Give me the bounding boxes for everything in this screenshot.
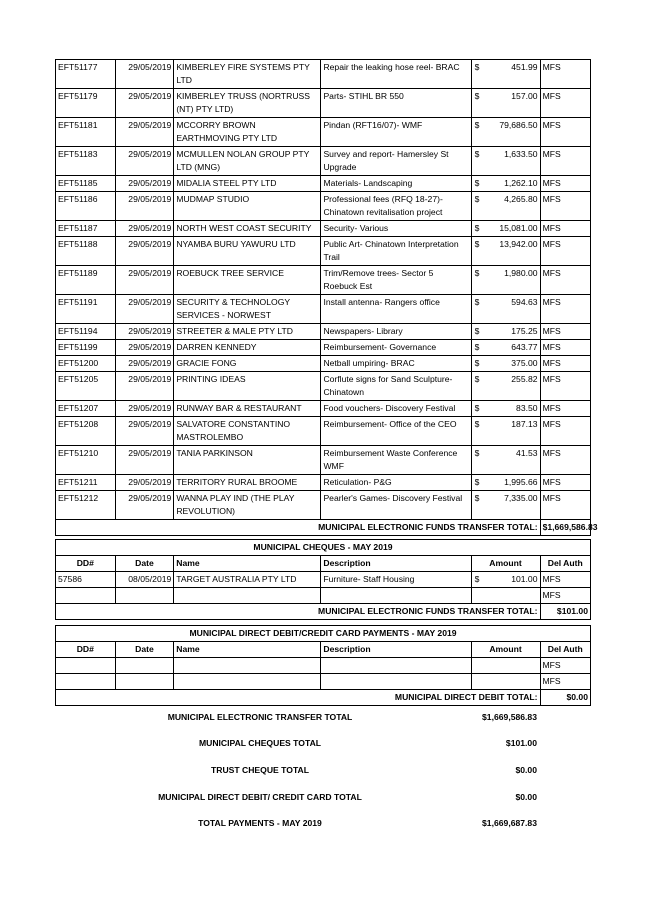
del-auth-cell: MFS bbox=[540, 176, 590, 192]
currency-symbol: $ bbox=[474, 194, 480, 204]
direct-debit-title-row bbox=[56, 626, 591, 642]
ref-cell: EFT51189 bbox=[56, 266, 116, 295]
amount-value: 187.13 bbox=[511, 419, 538, 429]
name-cell: MIDALIA STEEL PTY LTD bbox=[174, 176, 321, 192]
del-auth-cell: MFS bbox=[540, 192, 590, 221]
amount-cell bbox=[471, 266, 540, 295]
amount-cell bbox=[471, 324, 540, 340]
currency-symbol: $ bbox=[474, 178, 480, 188]
ref-cell: EFT51183 bbox=[56, 147, 116, 176]
amount-cell bbox=[471, 89, 540, 118]
currency-symbol: $ bbox=[474, 120, 480, 130]
del-auth-cell: MFS bbox=[540, 89, 590, 118]
description-cell: Netball umpiring- BRAC bbox=[321, 356, 471, 372]
date-cell: 29/05/2019 bbox=[115, 417, 174, 446]
currency-symbol: $ bbox=[474, 149, 480, 159]
summary-value: $0.00 bbox=[515, 765, 537, 775]
ref-cell: EFT51185 bbox=[56, 176, 116, 192]
amount-cell bbox=[471, 491, 540, 520]
eft-row bbox=[56, 147, 591, 176]
amount-cell bbox=[471, 176, 540, 192]
cheque-row bbox=[56, 572, 591, 588]
eft-row bbox=[56, 491, 591, 520]
col-header-description: Description bbox=[321, 556, 471, 572]
eft-row bbox=[56, 417, 591, 446]
amount-value: 255.82 bbox=[511, 374, 538, 384]
ref-cell bbox=[56, 674, 116, 690]
ref-cell: 57586 bbox=[56, 572, 116, 588]
summary-label: MUNICIPAL DIRECT DEBIT/ CREDIT CARD TOTAL bbox=[158, 792, 362, 802]
summary-value: $1,669,586.83 bbox=[482, 712, 537, 722]
currency-symbol: $ bbox=[474, 62, 480, 72]
amount-cell bbox=[471, 674, 540, 690]
eft-row bbox=[56, 266, 591, 295]
eft-row bbox=[56, 372, 591, 401]
summary-label: MUNICIPAL ELECTRONIC TRANSFER TOTAL bbox=[167, 712, 353, 722]
del-auth-cell: MFS bbox=[540, 475, 590, 491]
amount-cell bbox=[471, 340, 540, 356]
name-cell: GRACIE FONG bbox=[174, 356, 321, 372]
name-cell: SALVATORE CONSTANTINO MASTROLEMBO bbox=[174, 417, 321, 446]
ref-cell: EFT51210 bbox=[56, 446, 116, 475]
date-cell: 29/05/2019 bbox=[115, 266, 174, 295]
amount-value: 15,081.00 bbox=[499, 223, 538, 233]
del-auth-cell: MFS bbox=[540, 340, 590, 356]
amount-value: 41.53 bbox=[516, 448, 538, 458]
del-auth-cell: MFS bbox=[540, 401, 590, 417]
date-cell: 29/05/2019 bbox=[115, 475, 174, 491]
direct-debit-row bbox=[56, 674, 591, 690]
eft-total-row bbox=[56, 520, 591, 536]
eft-row bbox=[56, 237, 591, 266]
currency-symbol: $ bbox=[474, 268, 480, 278]
name-cell: MUDMAP STUDIO bbox=[174, 192, 321, 221]
del-auth-cell: MFS bbox=[540, 372, 590, 401]
direct-debit-table bbox=[55, 625, 591, 706]
description-cell: Materials- Landscaping bbox=[321, 176, 471, 192]
name-cell: MCMULLEN NOLAN GROUP PTY LTD (MNG) bbox=[174, 147, 321, 176]
date-cell: 29/05/2019 bbox=[115, 491, 174, 520]
description-cell: Reimbursement Waste Conference WMF bbox=[321, 446, 471, 475]
name-cell: STREETER & MALE PTY LTD bbox=[174, 324, 321, 340]
currency-symbol: $ bbox=[474, 477, 480, 487]
date-cell: 29/05/2019 bbox=[115, 89, 174, 118]
ref-cell: EFT51207 bbox=[56, 401, 116, 417]
description-cell: Pindan (RFT16/07)- WMF bbox=[321, 118, 471, 147]
del-auth-cell: MFS bbox=[540, 572, 591, 588]
currency-symbol: $ bbox=[474, 223, 480, 233]
cheques-header-row bbox=[56, 556, 591, 572]
col-header-amount: Amount bbox=[471, 642, 540, 658]
currency-symbol: $ bbox=[474, 91, 480, 101]
date-cell: 29/05/2019 bbox=[115, 192, 174, 221]
del-auth-cell: MFS bbox=[540, 118, 590, 147]
direct-debit-title: MUNICIPAL DIRECT DEBIT/CREDIT CARD PAYMENTS - MAY 2019 bbox=[56, 626, 591, 642]
eft-row bbox=[56, 295, 591, 324]
amount-cell bbox=[471, 60, 540, 89]
date-cell: 08/05/2019 bbox=[115, 572, 174, 588]
currency-symbol: $ bbox=[474, 326, 480, 336]
date-cell: 29/05/2019 bbox=[115, 118, 174, 147]
amount-value: 1,980.00 bbox=[504, 268, 538, 278]
date-cell: 29/05/2019 bbox=[115, 60, 174, 89]
name-cell: KIMBERLEY TRUSS (NORTRUSS (NT) PTY LTD) bbox=[174, 89, 321, 118]
amount-cell bbox=[471, 588, 540, 604]
cheques-total-label: MUNICIPAL ELECTRONIC FUNDS TRANSFER TOTAL: bbox=[56, 604, 541, 620]
del-auth-cell: MFS bbox=[540, 324, 590, 340]
description-cell: Corflute signs for Sand Sculpture- Chinatown bbox=[321, 372, 471, 401]
name-cell: SECURITY & TECHNOLOGY SERVICES - NORWEST bbox=[174, 295, 321, 324]
cheques-title: MUNICIPAL CHEQUES - MAY 2019 bbox=[56, 540, 591, 556]
date-cell: 29/05/2019 bbox=[115, 295, 174, 324]
name-cell: DARREN KENNEDY bbox=[174, 340, 321, 356]
date-cell: 29/05/2019 bbox=[115, 176, 174, 192]
direct-debit-total-amount: $0.00 bbox=[540, 690, 590, 706]
del-auth-cell: MFS bbox=[540, 147, 590, 176]
description-cell: Professional fees (RFQ 18-27)- Chinatown revitalisation project bbox=[321, 192, 471, 221]
eft-row bbox=[56, 340, 591, 356]
currency-symbol: $ bbox=[474, 239, 480, 249]
date-cell bbox=[115, 658, 174, 674]
eft-row bbox=[56, 192, 591, 221]
del-auth-cell: MFS bbox=[540, 60, 590, 89]
name-cell: PRINTING IDEAS bbox=[174, 372, 321, 401]
name-cell bbox=[174, 674, 321, 690]
ref-cell: EFT51200 bbox=[56, 356, 116, 372]
eft-row bbox=[56, 176, 591, 192]
ref-cell: EFT51212 bbox=[56, 491, 116, 520]
amount-value: 7,335.00 bbox=[504, 493, 538, 503]
description-cell: Public Art- Chinatown Interpretation Trail bbox=[321, 237, 471, 266]
description-cell: Security- Various bbox=[321, 221, 471, 237]
amount-cell bbox=[471, 401, 540, 417]
name-cell bbox=[174, 588, 321, 604]
ref-cell: EFT51186 bbox=[56, 192, 116, 221]
name-cell: MCCORRY BROWN EARTHMOVING PTY LTD bbox=[174, 118, 321, 147]
del-auth-cell: MFS bbox=[540, 266, 590, 295]
cheques-total-amount: $101.00 bbox=[540, 604, 591, 620]
summary-value: $101.00 bbox=[505, 738, 537, 748]
amount-cell bbox=[471, 658, 540, 674]
del-auth-cell: MFS bbox=[540, 446, 590, 475]
date-cell: 29/05/2019 bbox=[115, 446, 174, 475]
del-auth-cell: MFS bbox=[540, 588, 591, 604]
summary-value: $1,669,687.83 bbox=[482, 818, 537, 828]
description-cell: Reticulation- P&G bbox=[321, 475, 471, 491]
del-auth-cell: MFS bbox=[540, 417, 590, 446]
col-header-description: Description bbox=[321, 642, 471, 658]
name-cell: WANNA PLAY IND (THE PLAY REVOLUTION) bbox=[174, 491, 321, 520]
amount-value: 13,942.00 bbox=[499, 239, 538, 249]
col-header-date: Date bbox=[115, 642, 174, 658]
date-cell: 29/05/2019 bbox=[115, 237, 174, 266]
description-cell: Repair the leaking hose reel- BRAC bbox=[321, 60, 471, 89]
del-auth-cell: MFS bbox=[540, 237, 590, 266]
currency-symbol: $ bbox=[474, 574, 480, 584]
del-auth-cell: MFS bbox=[540, 221, 590, 237]
summary-value: $0.00 bbox=[515, 792, 537, 802]
eft-row bbox=[56, 221, 591, 237]
description-cell: Survey and report- Hamersley St Upgrade bbox=[321, 147, 471, 176]
summary-label: TOTAL PAYMENTS - MAY 2019 bbox=[198, 818, 322, 828]
name-cell: TARGET AUSTRALIA PTY LTD bbox=[174, 572, 321, 588]
col-header-date: Date bbox=[115, 556, 174, 572]
date-cell: 29/05/2019 bbox=[115, 356, 174, 372]
date-cell: 29/05/2019 bbox=[115, 340, 174, 356]
currency-symbol: $ bbox=[474, 448, 480, 458]
description-cell: Newspapers- Library bbox=[321, 324, 471, 340]
amount-cell bbox=[471, 572, 540, 588]
description-cell: Trim/Remove trees- Sector 5 Roebuck Est bbox=[321, 266, 471, 295]
del-auth-cell: MFS bbox=[540, 658, 590, 674]
eft-row bbox=[56, 356, 591, 372]
eft-row bbox=[56, 60, 591, 89]
col-header-name: Name bbox=[174, 556, 321, 572]
amount-value: 451.99 bbox=[511, 62, 538, 72]
ref-cell: EFT51211 bbox=[56, 475, 116, 491]
del-auth-cell: MFS bbox=[540, 356, 590, 372]
cheque-row bbox=[56, 588, 591, 604]
currency-symbol: $ bbox=[474, 358, 480, 368]
amount-value: 157.00 bbox=[511, 91, 538, 101]
eft-row bbox=[56, 89, 591, 118]
name-cell: NYAMBA BURU YAWURU LTD bbox=[174, 237, 321, 266]
name-cell: ROEBUCK TREE SERVICE bbox=[174, 266, 321, 295]
description-cell: Pearler's Games- Discovery Festival bbox=[321, 491, 471, 520]
col-header-amount: Amount bbox=[471, 556, 540, 572]
ref-cell: EFT51181 bbox=[56, 118, 116, 147]
ref-cell: EFT51199 bbox=[56, 340, 116, 356]
currency-symbol: $ bbox=[474, 419, 480, 429]
col-header-del-auth: Del Auth bbox=[540, 642, 590, 658]
eft-row bbox=[56, 475, 591, 491]
eft-row bbox=[56, 401, 591, 417]
col-header-name: Name bbox=[174, 642, 321, 658]
summary-label: TRUST CHEQUE TOTAL bbox=[210, 765, 310, 775]
eft-total-label: MUNICIPAL ELECTRONIC FUNDS TRANSFER TOTAL: bbox=[56, 520, 541, 536]
amount-cell bbox=[471, 475, 540, 491]
currency-symbol: $ bbox=[474, 493, 480, 503]
del-auth-cell: MFS bbox=[540, 674, 590, 690]
description-cell: Furniture- Staff Housing bbox=[321, 572, 471, 588]
del-auth-cell: MFS bbox=[540, 491, 590, 520]
date-cell: 29/05/2019 bbox=[115, 324, 174, 340]
description-cell bbox=[321, 588, 471, 604]
amount-value: 1,262.10 bbox=[504, 178, 538, 188]
amount-cell bbox=[471, 446, 540, 475]
del-auth-cell: MFS bbox=[540, 295, 590, 324]
description-cell: Reimbursement- Office of the CEO bbox=[321, 417, 471, 446]
amount-value: 79,686.50 bbox=[499, 120, 538, 130]
amount-cell bbox=[471, 192, 540, 221]
ref-cell: EFT51177 bbox=[56, 60, 116, 89]
amount-value: 594.63 bbox=[511, 297, 538, 307]
ref-cell: EFT51205 bbox=[56, 372, 116, 401]
amount-value: 375.00 bbox=[511, 358, 538, 368]
eft-row bbox=[56, 446, 591, 475]
amount-value: 643.77 bbox=[511, 342, 538, 352]
direct-debit-header-row bbox=[56, 642, 591, 658]
amount-cell bbox=[471, 147, 540, 176]
description-cell: Install antenna- Rangers office bbox=[321, 295, 471, 324]
amount-value: 101.00 bbox=[511, 574, 538, 584]
cheques-table bbox=[55, 539, 591, 620]
ref-cell: EFT51187 bbox=[56, 221, 116, 237]
col-header-dd: DD# bbox=[56, 556, 116, 572]
cheques-total-row bbox=[56, 604, 591, 620]
date-cell: 29/05/2019 bbox=[115, 147, 174, 176]
amount-value: 4,265.80 bbox=[504, 194, 538, 204]
ref-cell bbox=[56, 588, 116, 604]
currency-symbol: $ bbox=[474, 297, 480, 307]
ref-cell: EFT51179 bbox=[56, 89, 116, 118]
summary-label: MUNICIPAL CHEQUES TOTAL bbox=[198, 738, 322, 748]
eft-row bbox=[56, 118, 591, 147]
currency-symbol: $ bbox=[474, 403, 480, 413]
amount-cell bbox=[471, 372, 540, 401]
amount-cell bbox=[471, 417, 540, 446]
amount-cell bbox=[471, 221, 540, 237]
cheques-title-row bbox=[56, 540, 591, 556]
eft-table bbox=[55, 59, 598, 536]
amount-value: 83.50 bbox=[516, 403, 538, 413]
ref-cell bbox=[56, 658, 116, 674]
amount-cell bbox=[471, 295, 540, 324]
name-cell: RUNWAY BAR & RESTAURANT bbox=[174, 401, 321, 417]
description-cell: Reimbursement- Governance bbox=[321, 340, 471, 356]
direct-debit-total-label: MUNICIPAL DIRECT DEBIT TOTAL: bbox=[56, 690, 541, 706]
description-cell bbox=[321, 658, 471, 674]
date-cell: 29/05/2019 bbox=[115, 372, 174, 401]
name-cell: KIMBERLEY FIRE SYSTEMS PTY LTD bbox=[174, 60, 321, 89]
col-header-dd: DD# bbox=[56, 642, 116, 658]
amount-value: 175.25 bbox=[511, 326, 538, 336]
amount-value: 1,995.66 bbox=[504, 477, 538, 487]
ref-cell: EFT51194 bbox=[56, 324, 116, 340]
amount-cell bbox=[471, 237, 540, 266]
ref-cell: EFT51191 bbox=[56, 295, 116, 324]
col-header-del-auth: Del Auth bbox=[540, 556, 591, 572]
ref-cell: EFT51188 bbox=[56, 237, 116, 266]
name-cell: TERRITORY RURAL BROOME bbox=[174, 475, 321, 491]
amount-value: 1,633.50 bbox=[504, 149, 538, 159]
name-cell bbox=[174, 658, 321, 674]
currency-symbol: $ bbox=[474, 342, 480, 352]
amount-cell bbox=[471, 118, 540, 147]
name-cell: NORTH WEST COAST SECURITY bbox=[174, 221, 321, 237]
date-cell bbox=[115, 674, 174, 690]
description-cell bbox=[321, 674, 471, 690]
eft-total-amount: $1,669,586.83 bbox=[540, 520, 590, 536]
amount-cell bbox=[471, 356, 540, 372]
currency-symbol: $ bbox=[474, 374, 480, 384]
date-cell: 29/05/2019 bbox=[115, 401, 174, 417]
name-cell: TANIA PARKINSON bbox=[174, 446, 321, 475]
date-cell: 29/05/2019 bbox=[115, 221, 174, 237]
eft-row bbox=[56, 324, 591, 340]
ref-cell: EFT51208 bbox=[56, 417, 116, 446]
direct-debit-row bbox=[56, 658, 591, 674]
description-cell: Food vouchers- Discovery Festival bbox=[321, 401, 471, 417]
date-cell bbox=[115, 588, 174, 604]
direct-debit-total-row bbox=[56, 690, 591, 706]
description-cell: Parts- STIHL BR 550 bbox=[321, 89, 471, 118]
